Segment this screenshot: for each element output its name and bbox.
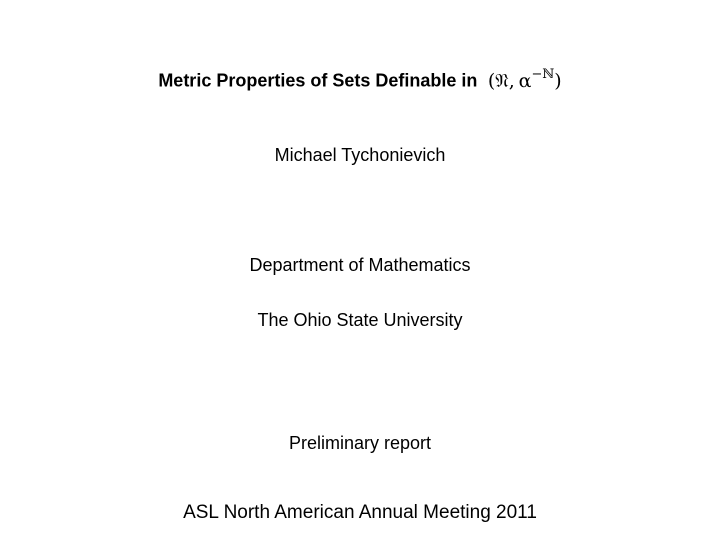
title-text: Metric Properties of Sets Definable in [158, 70, 478, 91]
report-note: Preliminary report [288, 433, 432, 453]
formula-open-paren: ( [487, 70, 496, 92]
formula-comma: , [508, 70, 515, 92]
formula-exponent: −ℕ [531, 67, 555, 82]
slide-title [0, 67, 720, 92]
formula-close-paren: ) [554, 70, 562, 92]
university: The Ohio State University [257, 310, 463, 330]
formula-alpha: α [518, 70, 532, 92]
author-name: Michael Tychonievich [274, 145, 446, 165]
title-formula [487, 67, 562, 92]
department: Department of Mathematics [249, 255, 471, 275]
formula-frak-r: 𝔑 [495, 70, 509, 92]
meeting-name: ASL North American Annual Meeting 2011 [183, 502, 537, 523]
